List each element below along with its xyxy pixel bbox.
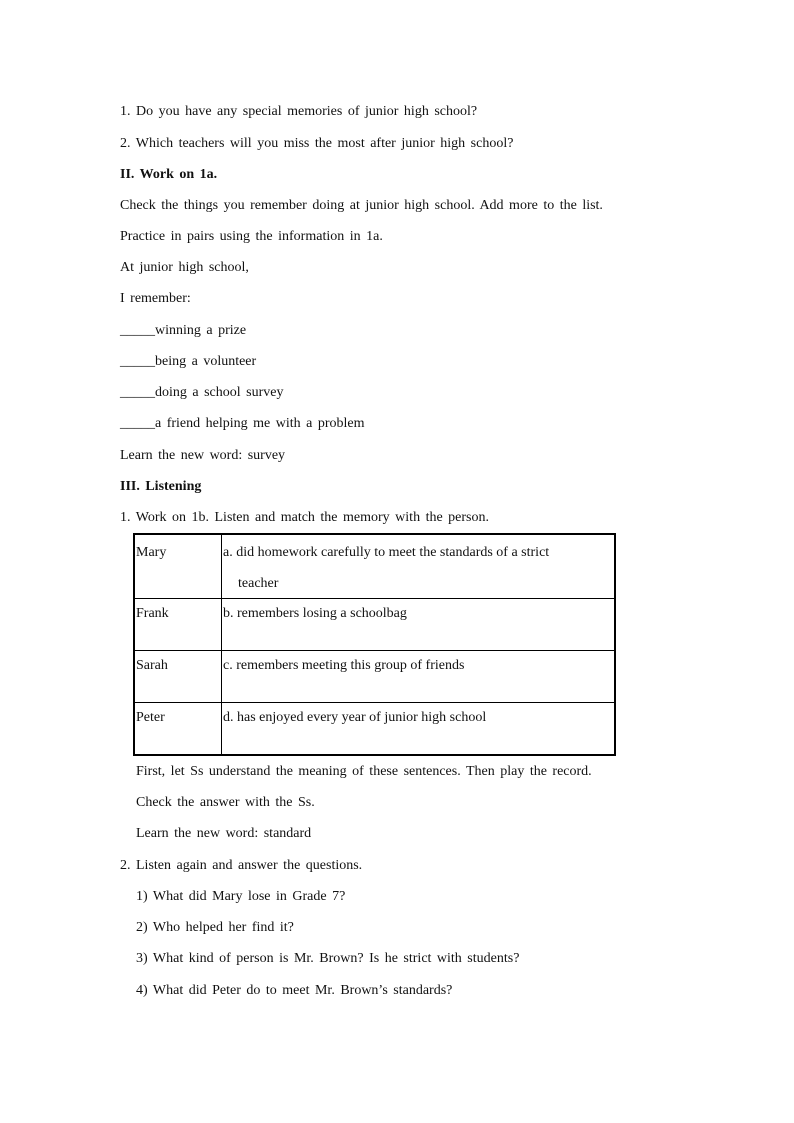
person-cell: Peter (134, 703, 222, 756)
memory-cell: a. did homework carefully to meet the standards of a strict teacher (222, 534, 616, 599)
section-2-practice: Practice in pairs using the information in 1a. (120, 229, 383, 244)
after-table-instruction: First, let Ss understand the meaning of these sentences. Then play the record. (136, 764, 592, 779)
new-word-survey: Learn the new word: survey (120, 448, 286, 463)
question-item: 2) Who helped her find it? (136, 920, 294, 935)
question-item: 4) What did Peter do to meet Mr. Brown’s standards? (136, 983, 453, 998)
section-2-heading: II. Work on 1a. (120, 167, 218, 182)
section-2-remember: I remember: (120, 291, 191, 306)
list-item: _____a friend helping me with a problem (120, 416, 365, 431)
table-row (134, 703, 615, 756)
new-word-standard: Learn the new word: standard (136, 826, 312, 841)
list-item: _____doing a school survey (120, 385, 284, 400)
listening-task-1: 1. Work on 1b. Listen and match the memory with the person. (120, 510, 489, 525)
person-cell: Sarah (134, 651, 222, 703)
person-cell: Frank (134, 599, 222, 651)
intro-question-1: 1. Do you have any special memories of junior high school? (120, 104, 478, 119)
person-cell: Mary (134, 534, 222, 599)
listening-task-2: 2. Listen again and answer the questions. (120, 858, 363, 873)
memory-cell: d. has enjoyed every year of junior high school (222, 703, 616, 756)
question-item: 1) What did Mary lose in Grade 7? (136, 889, 346, 904)
table-row (134, 534, 615, 599)
table-row (134, 651, 615, 703)
table-row (134, 599, 615, 651)
question-item: 3) What kind of person is Mr. Brown? Is he strict with students? (136, 951, 520, 966)
section-3-heading: III. Listening (120, 479, 202, 494)
matching-table (133, 533, 616, 756)
list-item: _____being a volunteer (120, 354, 257, 369)
section-2-context: At junior high school, (120, 260, 249, 275)
intro-question-2: 2. Which teachers will you miss the most after junior high school? (120, 136, 514, 151)
section-2-instruction: Check the things you remember doing at junior high school. Add more to the list. (120, 198, 603, 213)
memory-cell: b. remembers losing a schoolbag (222, 599, 616, 651)
memory-cell: c. remembers meeting this group of friends (222, 651, 616, 703)
list-item: _____winning a prize (120, 323, 247, 338)
after-table-check: Check the answer with the Ss. (136, 795, 315, 810)
